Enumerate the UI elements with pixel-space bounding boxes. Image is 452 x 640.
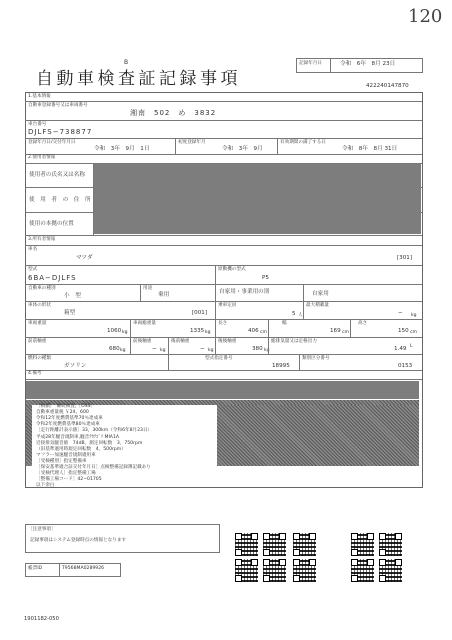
remarks-line: 以下余白: [36, 483, 55, 489]
vin-value: DJLFS−738877: [28, 128, 93, 136]
form-number: 1901182-050: [24, 616, 59, 622]
remarks-line: ［受検代理人］指定整備工場: [36, 471, 96, 477]
vin-label: 車台番号: [28, 122, 47, 127]
fuel-label: 燃料の種類: [28, 356, 51, 361]
body-label: 車体の形状: [28, 303, 51, 308]
capacity-unit: 人: [298, 313, 303, 318]
section-basic-info: 1.基本情報: [28, 94, 51, 99]
rear-rear-label: 後後軸重: [218, 339, 237, 344]
capacity-value: 5: [292, 311, 296, 317]
model-value: 6BA−DJLFS: [28, 274, 77, 282]
displacement-value: 1.49: [394, 346, 407, 352]
qr-code-icon: [379, 533, 402, 556]
remarks-line: 平成28年騒音規制車,騒音ﾃｶﾃｺﾞﾘ MIA1A: [36, 434, 120, 440]
engine-label: 原動機の型式: [218, 267, 246, 272]
redacted-remarks: [26, 381, 419, 399]
qr-code-icon: [263, 559, 286, 582]
notes-text: 記録事項はシステム登録時点の情報となります: [30, 538, 127, 543]
type-approval-label: 型式指定番号: [205, 356, 233, 361]
remarks-line: 近接排気騒音値 74dB，測定回転数 3，750rpm: [36, 440, 143, 446]
front-rear-unit: kg: [160, 348, 166, 353]
remarks-line: ［走行距離計表示値］33，300km（令和6年8月23日）: [36, 428, 153, 434]
max-load-unit: kg: [411, 313, 417, 318]
remarks-line: ［受検種別］指定整備車: [36, 458, 87, 464]
qr-code-icon: [351, 559, 374, 582]
front-front-unit: kg: [120, 348, 126, 353]
user-base-label: 使用の本拠の位置: [29, 221, 74, 227]
first-reg-label: 初度登録年月: [178, 140, 206, 145]
capacity-label: 乗車定員: [218, 303, 237, 308]
rear-rear-unit: kg: [264, 348, 270, 353]
height-label: 高さ: [358, 321, 368, 326]
plate-value: 湘南 502 め 3832: [130, 109, 217, 117]
document-id-value: T9568MA0289926: [62, 566, 105, 571]
category-value: 小 型: [64, 293, 81, 299]
gross-weight-value: 1335: [190, 328, 205, 334]
gross-weight-unit: kg: [205, 330, 211, 335]
remarks-line: （旧基準適用時規定回転数 4，500rpm）: [36, 446, 126, 452]
height-unit: cm: [410, 330, 418, 335]
body-value: 箱型: [64, 310, 76, 316]
front-rear-value: −: [152, 346, 157, 352]
weight-label: 車両重量: [28, 321, 47, 326]
remarks-line: 令和2年度燃費基準80％達成車: [36, 422, 100, 428]
remarks-line: 自動車重量税 ￥24，600: [36, 410, 89, 416]
section-vehicle-info: 3.所有者情報: [28, 237, 56, 242]
corner-letter: B: [124, 59, 129, 66]
weight-unit: kg: [122, 330, 128, 335]
remarks-line: ［整備工場コード］42−01705: [36, 477, 102, 483]
qr-code-icon: [263, 533, 286, 556]
category-no-label: 類別区分番号: [302, 356, 330, 361]
qr-code-icon: [235, 533, 258, 556]
hatched-band-right: [217, 405, 419, 466]
remarks-line: マフラー加速騒音規制適用車: [36, 452, 96, 458]
user-name-label: 使用者の氏名又は名称: [29, 172, 85, 178]
body-code: [001]: [192, 310, 208, 316]
reg-date-value: 令和 3年 9月 1日: [94, 146, 150, 152]
width-value: 169: [330, 328, 341, 334]
document-id-label: 帳票ID: [28, 566, 43, 571]
document-number: 422240147870: [366, 83, 409, 89]
category-label: 自動車の種別: [28, 286, 56, 291]
max-load-value: −: [398, 310, 403, 316]
usage-value: 乗用: [158, 292, 170, 298]
expiry-value: 令和 8年 8月 31日: [342, 146, 398, 152]
rear-front-unit: kg: [208, 348, 214, 353]
remarks-line: 令和12年度燃費基準70％達成車: [36, 416, 103, 422]
hatched-band-left: [26, 405, 32, 466]
qr-code-icon: [235, 559, 258, 582]
front-rear-label: 前後軸重: [133, 339, 152, 344]
notes-title: ［注意事項］: [28, 527, 56, 532]
section-user-info: 2.使用者情報: [28, 155, 56, 160]
qr-code-icon: [351, 533, 374, 556]
length-value: 406: [248, 328, 259, 334]
rear-rear-value: 380: [252, 346, 263, 352]
width-unit: cm: [342, 330, 350, 335]
length-unit: cm: [260, 330, 268, 335]
displacement-unit: L: [410, 344, 413, 349]
make-value: マツダ: [76, 255, 93, 261]
weight-value: 1060: [107, 328, 122, 334]
remarks-line: ［相續］ 継続検査,［OSS］: [36, 404, 96, 409]
plate-label: 自動車登録番号又は車両番号: [28, 103, 88, 108]
engine-value: P5: [262, 275, 269, 281]
make-code: [301]: [397, 255, 413, 261]
business-value: 自家用: [312, 291, 329, 297]
category-no-value: 0153: [398, 363, 413, 369]
record-date-label: 記録年月日: [299, 61, 322, 66]
make-label: 車名: [28, 247, 38, 252]
page-title: 自動車検査証記録事項: [36, 69, 241, 89]
type-approval-value: 18995: [272, 363, 290, 369]
business-label: 自家用・事業用の別: [219, 289, 270, 295]
rear-front-label: 後前軸重: [171, 339, 190, 344]
model-label: 型式: [28, 267, 38, 272]
record-date-value: 令和 6年 8月 23日: [340, 61, 396, 67]
reg-date-label: 登録年月日/交付年月日: [28, 140, 76, 145]
first-reg-value: 令和 3年 9月: [222, 146, 263, 152]
gross-weight-label: 車両総重量: [133, 321, 156, 326]
handwritten-number: 120: [408, 6, 443, 27]
max-load-label: 最大積載量: [306, 303, 329, 308]
displacement-label: 総排気量又は定格出力: [271, 339, 317, 344]
redacted-user-info: [94, 164, 421, 234]
qr-code-icon: [379, 559, 402, 582]
front-front-label: 前前軸重: [28, 339, 47, 344]
section-remarks: 4.備考: [28, 371, 42, 376]
height-value: 150: [398, 328, 409, 334]
user-address-label: 使 用 者 の 住 所: [29, 197, 91, 203]
length-label: 長さ: [218, 321, 228, 326]
expiry-label: 有効期間の満了する日: [280, 140, 326, 145]
width-label: 幅: [282, 321, 287, 326]
usage-label: 用途: [143, 286, 153, 291]
front-front-value: 680: [109, 346, 120, 352]
qr-code-icon: [293, 559, 316, 582]
rear-front-value: −: [200, 346, 205, 352]
remarks-line: ［保安基準適合証交付年月日］点検整備記録簿記載あり: [36, 465, 151, 470]
qr-code-icon: [293, 533, 316, 556]
fuel-value: ガソリン: [64, 363, 87, 369]
